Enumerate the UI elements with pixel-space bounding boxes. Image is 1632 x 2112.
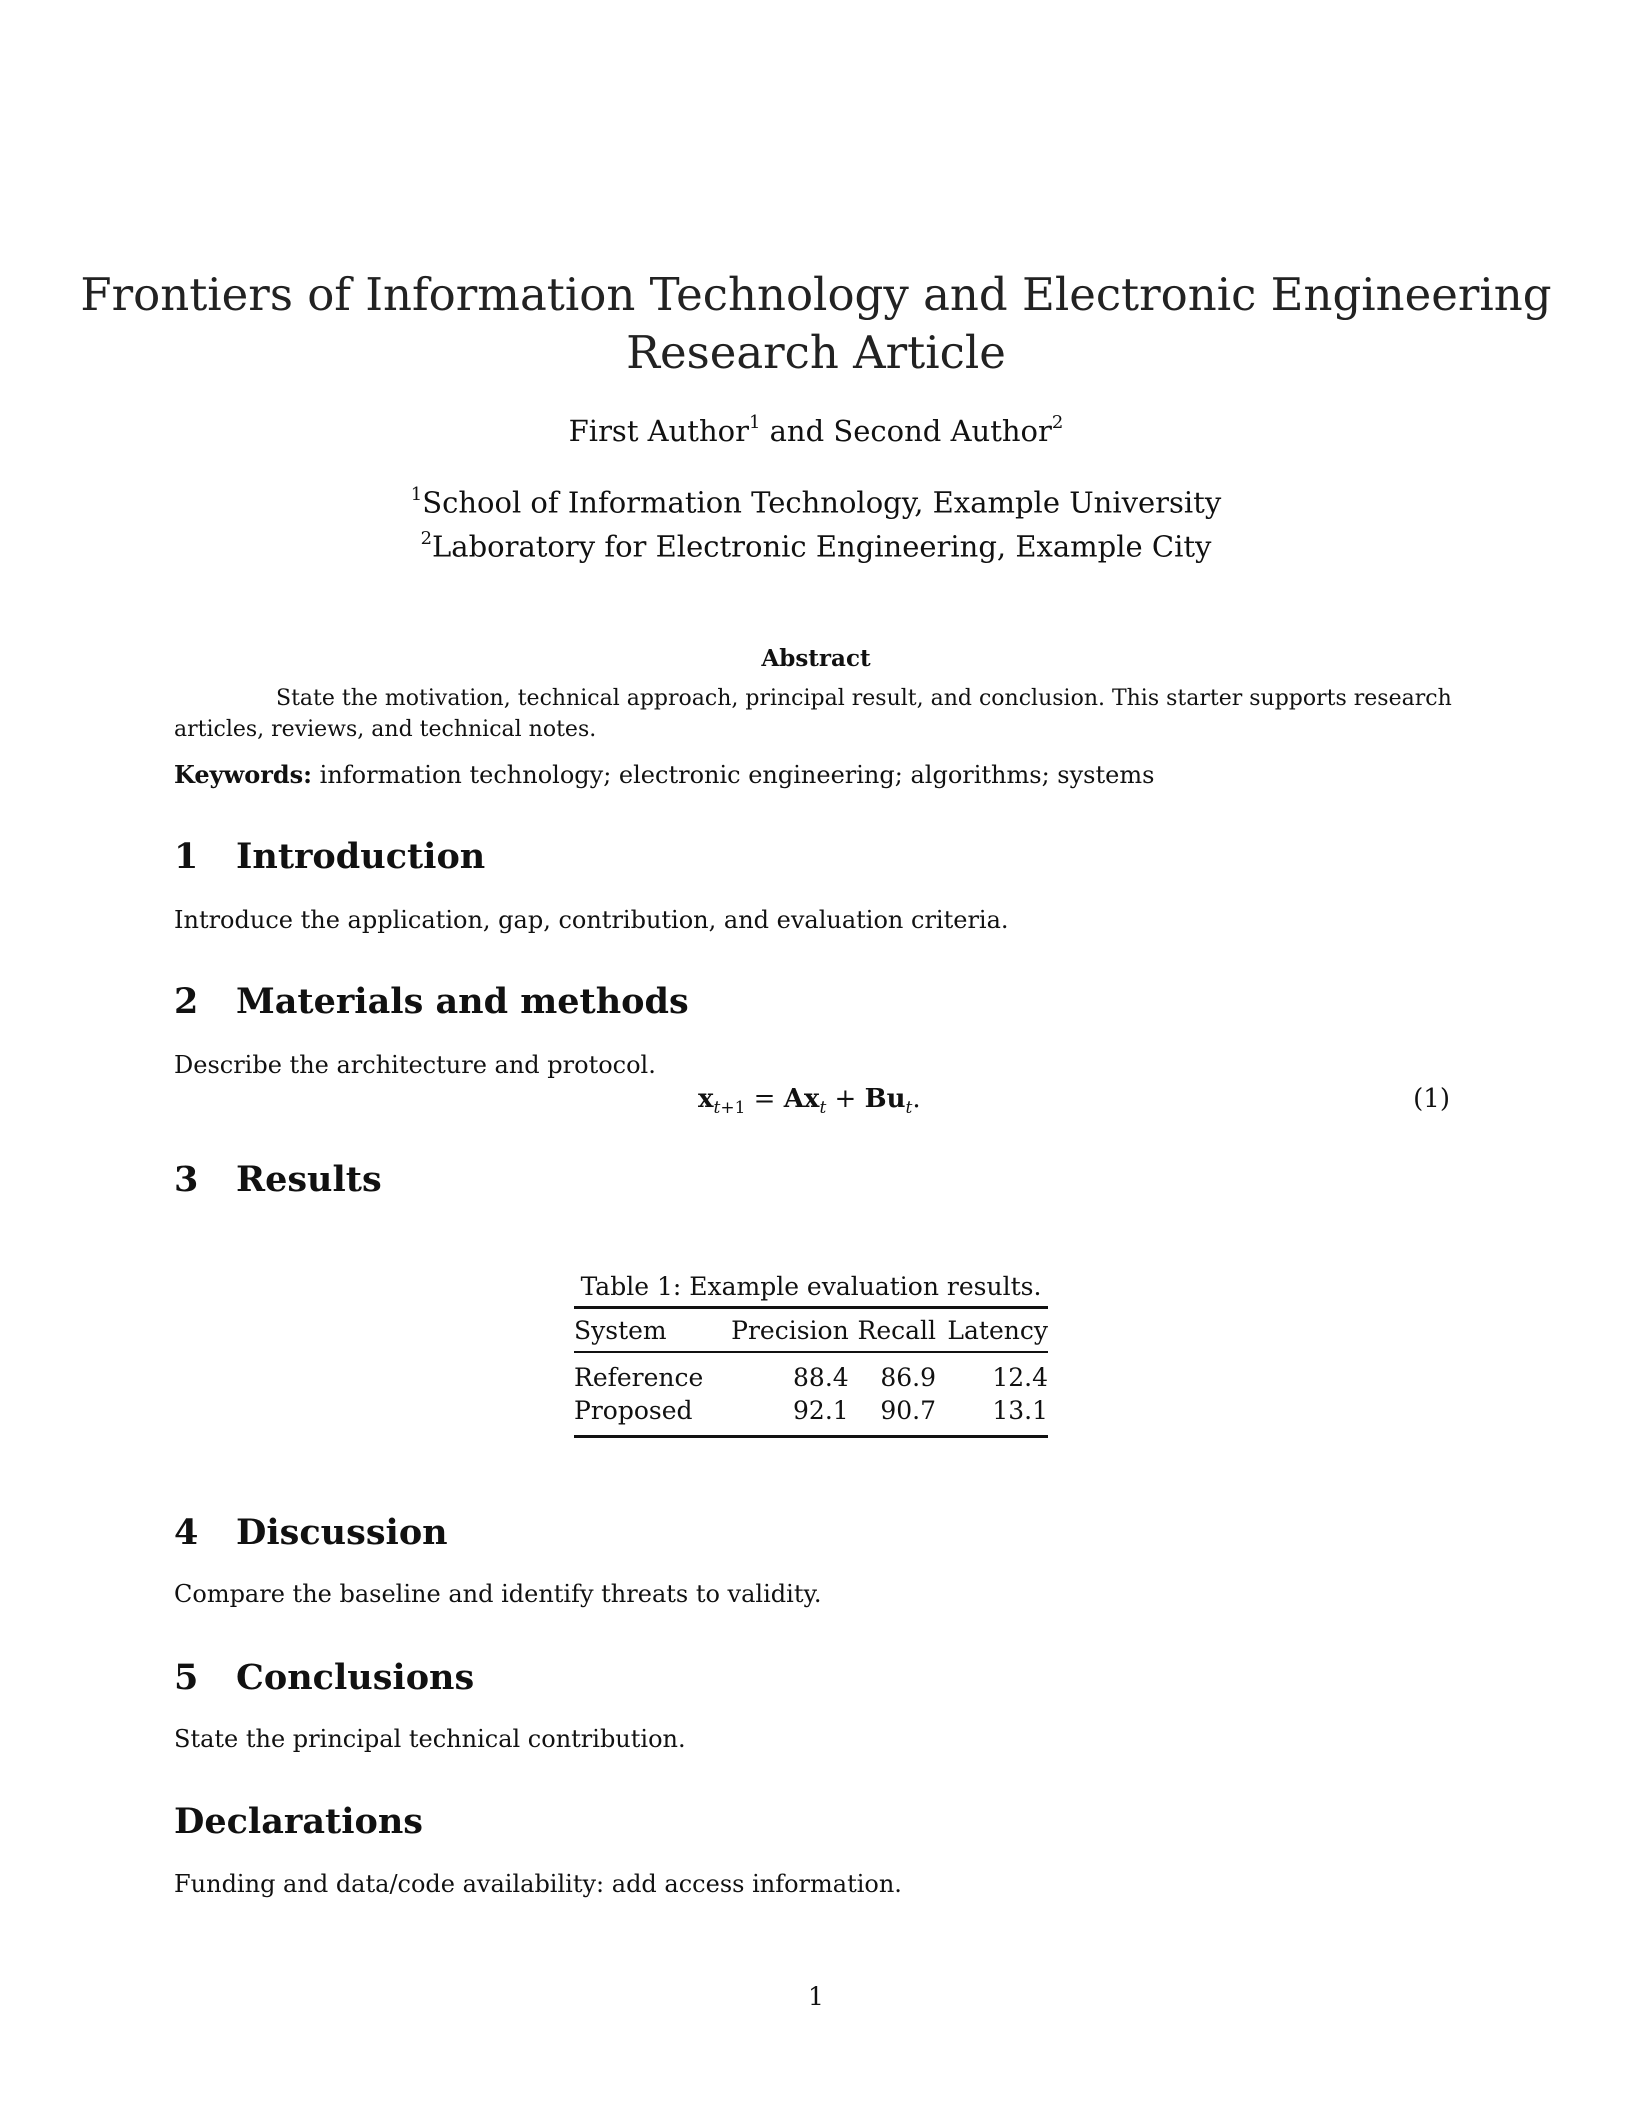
author-first: First Author — [568, 414, 749, 448]
table-row — [574, 1394, 1048, 1437]
abstract-heading: Abstract — [761, 645, 871, 672]
table-row — [574, 1352, 1048, 1394]
affiliation-1-text: School of Information Technology, Example University — [422, 485, 1222, 520]
author-first-sup: 1 — [748, 412, 761, 434]
section-heading-conclusions — [174, 1657, 474, 1698]
section-body-introduction: Introduce the application, gap, contribution, and evaluation criteria. — [174, 906, 1009, 934]
table-header-cell: System — [574, 1315, 667, 1345]
keywords-label: Keywords: — [174, 760, 313, 789]
section-body-conclusions: State the principal technical contribution. — [174, 1725, 686, 1753]
affiliation-2 — [0, 522, 1632, 566]
section-heading-discussion — [174, 1512, 448, 1553]
table-cell: 86.9 — [880, 1363, 937, 1392]
author-second: Second Author — [833, 414, 1052, 448]
section-number: 4 — [174, 1512, 199, 1553]
page-number: 1 — [808, 1982, 824, 2011]
section-body-declarations: Funding and data/code availability: add access information. — [174, 1870, 902, 1898]
table-cell: 90.7 — [880, 1396, 937, 1425]
table-cell: 92.1 — [793, 1396, 849, 1425]
section-title: Results — [236, 1159, 382, 1200]
affiliation-2-text: Laboratory for Electronic Engineering, Example City — [432, 529, 1212, 564]
table-header-cell: Precision — [731, 1315, 849, 1345]
author-second-sup: 2 — [1051, 412, 1064, 434]
keywords — [174, 760, 1474, 789]
table-header-cell: Latency — [947, 1315, 1048, 1345]
section-number: 2 — [174, 981, 199, 1022]
section-title: Introduction — [236, 836, 486, 877]
affiliations — [0, 478, 1632, 565]
section-number: 3 — [174, 1159, 199, 1200]
author-and: and — [769, 414, 825, 448]
table-header-cell: Recall — [857, 1315, 937, 1345]
affiliation-1-sup: 1 — [410, 484, 423, 505]
results-table — [574, 1306, 1048, 1438]
equation: $x_{t+1} = Ax_t + Bu_t$. — [698, 1084, 921, 1119]
section-heading-introduction — [174, 836, 485, 877]
affiliation-2-sup: 2 — [420, 527, 433, 549]
article-type: Research Article — [626, 326, 1006, 379]
paper-title — [0, 266, 1632, 382]
section-title: Declarations — [174, 1801, 423, 1842]
affiliation-1 — [0, 478, 1632, 522]
keywords-text: information technology; electronic engineering; algorithms; systems — [319, 761, 1155, 789]
section-heading-declarations — [174, 1801, 423, 1842]
table-cell: Proposed — [574, 1396, 693, 1425]
table-caption: Table 1: Example evaluation results. — [580, 1272, 1042, 1301]
equation-number: (1) — [1413, 1084, 1450, 1114]
table-cell: 12.4 — [992, 1363, 1048, 1392]
section-body-discussion: Compare the baseline and identify threats to validity. — [174, 1580, 822, 1608]
section-number: 1 — [174, 836, 199, 877]
journal-title: Frontiers of Information Technology and Electronic Engineering — [80, 268, 1552, 321]
table-header-row — [574, 1308, 1048, 1353]
section-body-methods: Describe the architecture and protocol. — [174, 1051, 656, 1079]
section-heading-methods — [174, 981, 689, 1022]
section-title: Conclusions — [236, 1657, 475, 1698]
section-number: 5 — [174, 1657, 199, 1698]
author-list — [0, 414, 1632, 448]
section-title: Materials and methods — [236, 981, 689, 1022]
table-cell: Reference — [574, 1363, 704, 1392]
section-heading-results — [174, 1159, 382, 1200]
table-cell: 88.4 — [793, 1363, 849, 1392]
table-cell: 13.1 — [992, 1396, 1048, 1425]
section-title: Discussion — [236, 1512, 448, 1553]
abstract-body: State the motivation, technical approach, principal result, and conclusion. This starter supports research articles, reviews, and technical notes. — [174, 686, 1452, 742]
